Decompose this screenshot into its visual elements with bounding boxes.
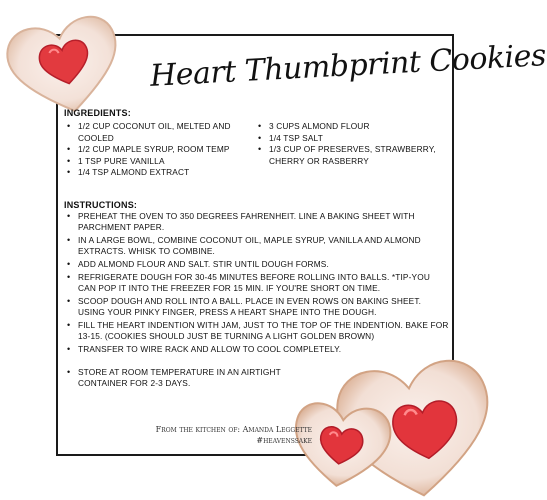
instructions-heading: INSTRUCTIONS: <box>64 200 138 210</box>
instructions-list <box>64 211 450 391</box>
instruction-step: • PREHEAT THE OVEN TO 350 DEGREES FAHRENHEIT. LINE A BAKING SHEET WITH PARCHMENT PAPER. <box>64 211 450 234</box>
credit-author: From the kitchen of: Amanda Leggette <box>155 425 312 434</box>
instruction-step: • REFRIGERATE DOUGH FOR 30-45 MINUTES BEFORE ROLLING INTO BALLS. *TIP-YOU CAN POP IT INTO THE FREEZER FOR 15 MIN. IF YOU'RE SHORT ON TIME. <box>64 272 446 295</box>
instruction-step: • ADD ALMOND FLOUR AND SALT. STIR UNTIL DOUGH FORMS. <box>64 259 450 270</box>
ingredient-item: • 1/4 TSP ALMOND EXTRACT <box>64 167 264 179</box>
ingredient-item: • 1/2 CUP COCONUT OIL, MELTED AND COOLED <box>64 121 264 144</box>
ingredient-item: • 1/4 TSP SALT <box>255 133 455 145</box>
credit-hashtag: #heavenssake <box>256 436 312 445</box>
instruction-step: • FILL THE HEART INDENTION WITH JAM, JUST TO THE TOP OF THE INDENTION. BAKE FOR 13-15. (COOKIES SHOULD JUST BE TURNING A LIGHT GOLDEN BROWN) <box>64 320 450 343</box>
ingredients-heading: INGREDIENTS: <box>64 108 131 118</box>
recipe-title: Heart Thumbprint Cookies <box>149 38 547 94</box>
ingredients-list-left <box>64 121 264 179</box>
instruction-step: • IN A LARGE BOWL, COMBINE COCONUT OIL, MAPLE SYRUP, VANILLA AND ALMOND EXTRACTS. WHISK TO COMBINE. <box>64 235 450 258</box>
ingredient-item: • 1 TSP PURE VANILLA <box>64 156 264 168</box>
instruction-step: • SCOOP DOUGH AND ROLL INTO A BALL. PLACE IN EVEN ROWS ON BAKING SHEET. USING YOUR PINKY FINGER, PRESS A HEART SHAPE INTO THE DOUGH. <box>64 296 450 319</box>
ingredient-item: • 1/3 CUP OF PRESERVES, STRAWBERRY, CHERRY OR RASBERRY <box>255 144 455 167</box>
instruction-step: • STORE AT ROOM TEMPERATURE IN AN AIRTIGHT CONTAINER FOR 2-3 DAYS. <box>64 367 314 390</box>
ingredients-list-right <box>255 121 455 167</box>
ingredient-item: • 1/2 CUP MAPLE SYRUP, ROOM TEMP <box>64 144 264 156</box>
ingredient-item: • 3 CUPS ALMOND FLOUR <box>255 121 455 133</box>
recipe-credit <box>122 424 312 446</box>
instruction-step: • TRANSFER TO WIRE RACK AND ALLOW TO COOL COMPLETELY. <box>64 344 450 355</box>
heart-cookie-top-left <box>0 8 130 120</box>
